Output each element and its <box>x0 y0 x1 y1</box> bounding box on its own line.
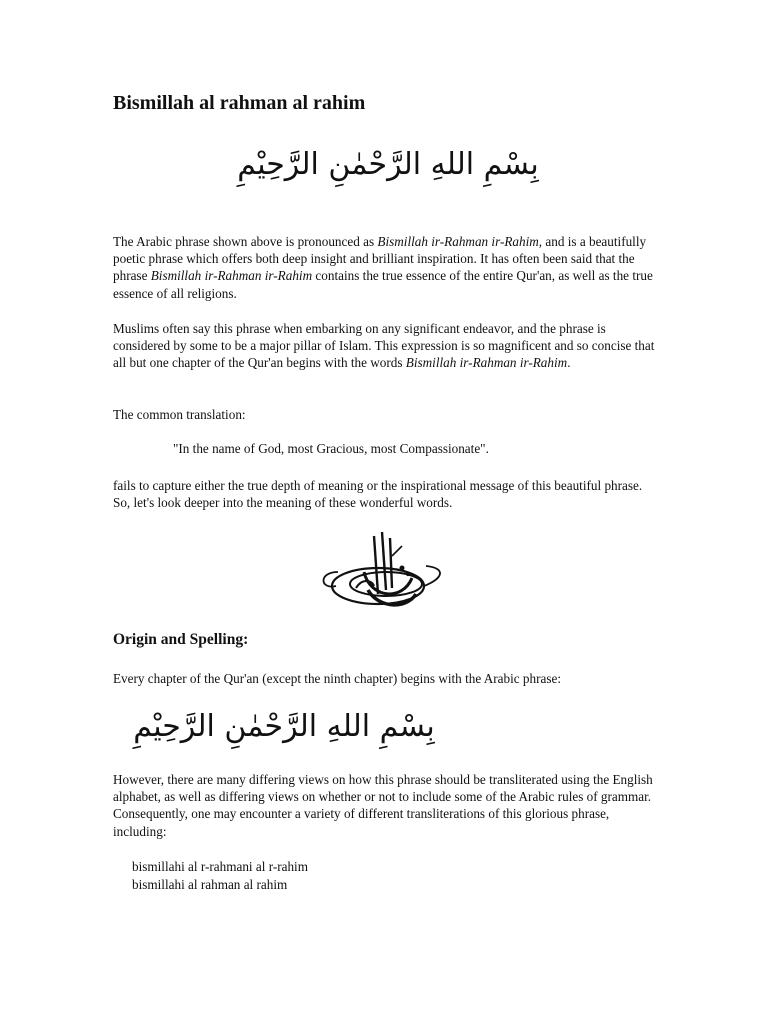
list-item: bismillahi al rahman al rahim <box>132 876 288 892</box>
tughra-calligraphy-emblem <box>316 528 452 618</box>
paragraph-intro: The Arabic phrase shown above is pronounced as Bismillah ir-Rahman ir-Rahim, and is a beautifully poetic phrase which offers both deep insight and brilliant inspiration. It has often been said that the phrase Bismillah ir-Rahman ir-Rahim contains the true essence of the entire Qur'an, as well as the true essence of all religions. <box>113 234 653 301</box>
arabic-calligraphy-middle <box>133 700 435 750</box>
arabic-calligraphy-top <box>237 138 539 188</box>
page-title: Bismillah al rahman al rahim <box>113 92 366 114</box>
paragraph-translation-intro: The common translation: <box>113 407 246 422</box>
paragraph-muslims: Muslims often say this phrase when embarking on any significant endeavor, and the phrase is considered by some to be a major pillar of Islam. This expression is so magnificent and so concise that all but one chapter of the Qur'an begins with the words Bismillah ir-Rahman ir-Rahim. <box>113 321 655 371</box>
transliteration-list <box>132 858 308 893</box>
paragraph-fails: fails to capture either the true depth of meaning or the inspirational message of this beautiful phrase. So, let's look deeper into the meaning of these wonderful words. <box>113 478 643 511</box>
section-heading-origin: Origin and Spelling: <box>113 631 249 648</box>
calligraphy-text-middle: بِسْمِ اللهِ الرَّحْمٰنِ الرَّحِيْمِ <box>133 709 435 744</box>
calligraphy-text-top: بِسْمِ اللهِ الرَّحْمٰنِ الرَّحِيْمِ <box>237 147 539 182</box>
list-item: bismillahi al r-rahmani al r-rahim <box>132 859 308 874</box>
paragraph-however: However, there are many differing views on how this phrase should be transliterated using the English alphabet, as well as differing views on whether or not to include some of the Arabic rules of grammar. Consequently, one may encounter a variety of different transliterations of this glorious phrase, including: <box>113 772 653 839</box>
translation-quote: "In the name of God, most Gracious, most Compassionate". <box>173 441 489 456</box>
paragraph-every-chapter: Every chapter of the Qur'an (except the ninth chapter) begins with the Arabic phrase: <box>113 671 562 686</box>
